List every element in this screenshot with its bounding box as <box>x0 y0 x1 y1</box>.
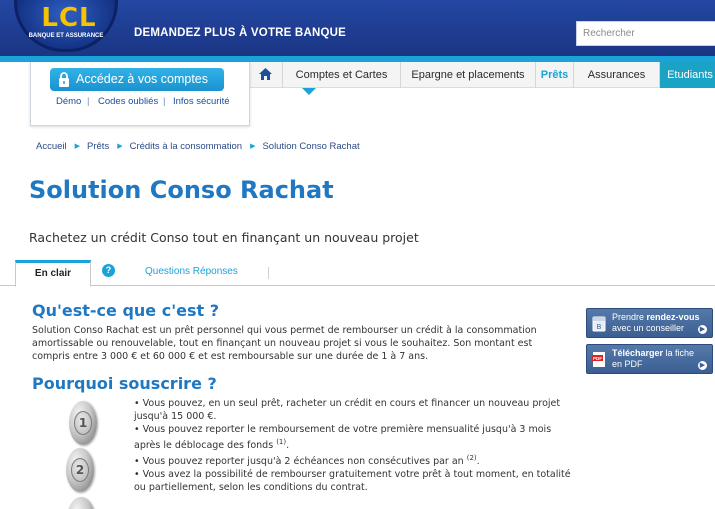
download-pdf-button[interactable] <box>586 344 713 374</box>
section-title-what: Qu'est-ce que c'est ? <box>32 301 219 320</box>
nav-home[interactable] <box>249 62 283 88</box>
list-item-text: • Vous pouvez, en un seul prêt, racheter un crédit en cours et financer un nouveau projet jusqu'à 15 000 €. <box>134 398 561 422</box>
link-separator: | <box>87 96 90 107</box>
svg-text:B: B <box>596 324 602 331</box>
pdf-text-2: en PDF <box>612 359 643 369</box>
breadcrumb-accueil[interactable]: Accueil <box>36 141 67 152</box>
help-icon[interactable]: ? <box>102 264 115 277</box>
breadcrumb-arrow-icon: ▶ <box>74 143 81 150</box>
list-item-text: • Vous avez la possibilité de rembourser gratuitement votre prêt à tout moment, en totalité ou partiellement, selon les conditions du contrat. <box>134 469 571 494</box>
search-input[interactable] <box>577 22 715 45</box>
demo-link[interactable]: Démo <box>56 96 82 107</box>
benefits-list <box>134 397 574 494</box>
nav-prets[interactable]: Prêts <box>536 62 574 88</box>
appointment-button[interactable] <box>586 308 713 338</box>
security-info-link[interactable]: Infos sécurité <box>173 96 230 107</box>
link-separator: | <box>163 96 166 107</box>
nav-active-indicator <box>302 88 316 95</box>
breadcrumb <box>36 141 360 152</box>
arrow-right-icon: ▶ <box>699 362 706 369</box>
svg-text:PDF: PDF <box>593 356 602 361</box>
lcl-logo[interactable] <box>14 0 118 52</box>
list-item-text: • Vous pouvez reporter jusqu'à 2 échéances non consécutives par an <box>134 456 467 468</box>
tab-divider <box>268 267 269 279</box>
coin-1-icon <box>69 401 97 445</box>
coin-number: 2 <box>71 458 89 482</box>
content-tabs <box>0 260 715 286</box>
footnote-ref: (1) <box>276 438 287 446</box>
tab-en-clair[interactable]: En clair <box>15 260 91 287</box>
appointment-text-bold: rendez-vous <box>646 312 700 322</box>
arrow-right-icon: ▶ <box>699 326 706 333</box>
forgotten-codes-link[interactable]: Codes oubliés <box>98 96 159 107</box>
calendar-icon <box>592 315 606 332</box>
page-title: Solution Conso Rachat <box>29 176 334 204</box>
tagline: DEMANDEZ PLUS À VOTRE BANQUE <box>134 27 346 39</box>
list-item <box>134 452 574 468</box>
page-subtitle: Rachetez un crédit Conso tout en finançant un nouveau projet <box>29 230 419 245</box>
logo-subtitle: BANQUE ET ASSURANCE <box>28 33 104 39</box>
coin-2-icon <box>66 448 94 492</box>
section-title-why: Pourquoi souscrire ? <box>32 374 217 393</box>
main-nav <box>249 62 715 88</box>
nav-assurances[interactable]: Assurances <box>574 62 660 88</box>
list-item-text: • Vous pouvez reporter le remboursement de votre première mensualité jusqu'à 3 mois après le déblocage des fonds <box>134 424 552 452</box>
pdf-text-1: la fiche <box>663 348 695 358</box>
list-item <box>134 397 574 423</box>
account-panel <box>30 62 250 126</box>
logo-text: LCL <box>41 3 97 33</box>
nav-etudiants[interactable]: Etudiants <box>660 62 715 88</box>
appointment-label <box>612 312 706 334</box>
list-item <box>134 468 574 494</box>
nav-epargne[interactable]: Epargne et placements <box>401 62 536 88</box>
header-bar <box>0 0 715 56</box>
breadcrumb-arrow-icon: ▶ <box>117 143 123 150</box>
appointment-text-2: avec un conseiller <box>612 323 685 333</box>
coin-number: 1 <box>74 411 92 435</box>
list-item <box>134 423 574 452</box>
nav-comptes-cartes[interactable]: Comptes et Cartes <box>283 62 401 88</box>
home-icon <box>259 68 272 80</box>
breadcrumb-credits-conso[interactable]: Crédits à la consommation <box>129 141 243 152</box>
search-box <box>576 21 715 46</box>
pdf-icon <box>592 351 606 368</box>
list-item-tail: . <box>476 456 480 468</box>
access-accounts-label: Accédez à vos comptes <box>76 72 209 86</box>
pdf-text-bold: Télécharger <box>612 348 664 358</box>
tab-questions-reponses[interactable]: Questions Réponses <box>145 266 238 277</box>
breadcrumb-current: Solution Conso Rachat <box>262 141 360 152</box>
appointment-text-1: Prendre <box>612 312 647 322</box>
section-text-what: Solution Conso Rachat est un prêt personnel qui vous permet de rembourser un crédit à la consommation amortissable ou renouvelable, tout en finançant un nouveau projet si vous le souhaitez. Son montant est compris entre 3 000 € et 60 000 € et est remboursable sur une durée de 1 à 7 ans. <box>32 325 537 362</box>
lock-icon <box>58 72 70 87</box>
access-accounts-button[interactable] <box>50 68 224 91</box>
footnote-ref: (2) <box>466 454 477 463</box>
breadcrumb-arrow-icon: ▶ <box>250 143 256 150</box>
download-pdf-label <box>612 348 706 370</box>
breadcrumb-prets[interactable]: Prêts <box>87 141 110 152</box>
list-item-tail: . <box>286 440 290 452</box>
